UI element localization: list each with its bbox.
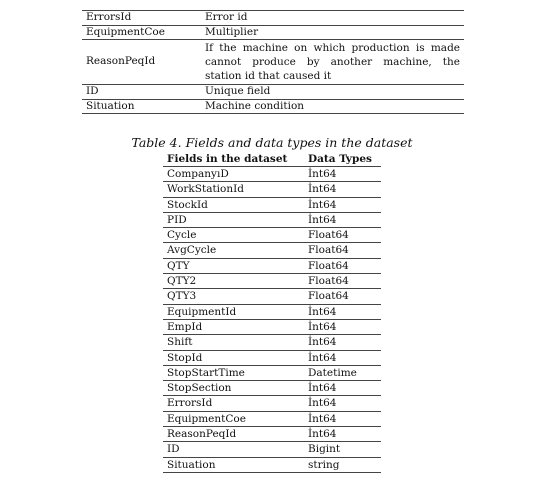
table-row	[163, 228, 381, 243]
continued-field-description-table	[82, 10, 464, 114]
column-header-type: Data Types	[304, 152, 381, 167]
table-caption: Table 4. Fields and data types in the dataset	[131, 135, 413, 150]
table-row	[163, 396, 381, 411]
data-type-cell: İnt64	[304, 411, 381, 426]
field-description-cell: Unique field	[205, 85, 271, 97]
table-row	[163, 304, 381, 319]
data-type-cell: İnt64	[304, 350, 381, 365]
field-name-cell: Situation	[86, 99, 135, 112]
field-name-cell: StopId	[163, 350, 304, 365]
field-name-cell: EquipmentId	[163, 304, 304, 319]
field-name-cell: EquipmentCoe	[86, 25, 165, 38]
field-name-cell: ReasonPeqId	[86, 55, 156, 68]
table-row	[163, 319, 381, 334]
data-types-table-body	[163, 167, 381, 473]
data-type-cell: İnt64	[304, 212, 381, 227]
table-row	[82, 25, 464, 40]
table-row	[82, 85, 464, 100]
table-header-row	[163, 152, 381, 167]
data-type-cell: Float64	[304, 258, 381, 273]
table-row	[163, 335, 381, 350]
table-row	[163, 365, 381, 380]
table-row	[163, 289, 381, 304]
data-type-cell: İnt64	[304, 304, 381, 319]
field-name-cell: Cycle	[163, 228, 304, 243]
field-name-cell: StockId	[163, 197, 304, 212]
field-name-cell: QTY	[163, 258, 304, 273]
field-name-cell: EmpId	[163, 319, 304, 334]
table-row	[82, 11, 464, 26]
table-row	[163, 274, 381, 289]
field-description-cell: Error id	[205, 11, 248, 23]
table-row	[163, 411, 381, 426]
table-row	[163, 212, 381, 227]
table-row	[163, 258, 381, 273]
data-type-cell: Float64	[304, 289, 381, 304]
table-row	[163, 381, 381, 396]
field-name-cell: Shift	[163, 335, 304, 350]
table-row	[163, 427, 381, 442]
table-row	[82, 99, 464, 114]
data-type-cell: İnt64	[304, 427, 381, 442]
table-row	[163, 197, 381, 212]
field-description-cell: If the machine on which production is made cannot produce by another machine, the station id that caused it	[205, 42, 460, 82]
field-name-cell: Situation	[163, 457, 304, 472]
field-name-cell: WorkStationId	[163, 182, 304, 197]
table-row	[163, 457, 381, 472]
data-type-cell: İnt64	[304, 381, 381, 396]
data-type-cell: Float64	[304, 243, 381, 258]
field-name-cell: QTY2	[163, 274, 304, 289]
table-row	[163, 350, 381, 365]
field-name-cell: ErrorsId	[163, 396, 304, 411]
field-name-cell: AvgCycle	[163, 243, 304, 258]
field-name-cell: CompanyıD	[163, 167, 304, 182]
field-name-cell: ReasonPeqId	[163, 427, 304, 442]
table-row	[163, 243, 381, 258]
table-row	[163, 182, 381, 197]
data-type-cell: İnt64	[304, 335, 381, 350]
table-row	[163, 167, 381, 182]
field-description-cell: Machine condition	[205, 99, 305, 112]
field-description-cell: Multiplier	[205, 25, 259, 38]
data-types-table	[163, 152, 381, 473]
field-name-cell: PID	[163, 212, 304, 227]
field-name-cell: StopSection	[163, 381, 304, 396]
data-type-cell: Float64	[304, 228, 381, 243]
data-type-cell: Bigint	[304, 442, 381, 457]
table-row	[163, 442, 381, 457]
field-name-cell: EquipmentCoe	[163, 411, 304, 426]
data-type-cell: İnt64	[304, 319, 381, 334]
data-type-cell: İnt64	[304, 182, 381, 197]
field-name-cell: QTY3	[163, 289, 304, 304]
field-name-cell: ID	[163, 442, 304, 457]
field-name-cell: ID	[86, 85, 99, 97]
field-name-cell: StopStartTime	[163, 365, 304, 380]
data-type-cell: İnt64	[304, 197, 381, 212]
data-type-cell: Float64	[304, 274, 381, 289]
field-name-cell: ErrorsId	[86, 11, 132, 23]
data-type-cell: Datetime	[304, 365, 381, 380]
data-type-cell: İnt64	[304, 396, 381, 411]
column-header-field: Fields in the dataset	[163, 152, 304, 167]
data-type-cell: İnt64	[304, 167, 381, 182]
data-type-cell: string	[304, 457, 381, 472]
table-row	[82, 40, 464, 85]
